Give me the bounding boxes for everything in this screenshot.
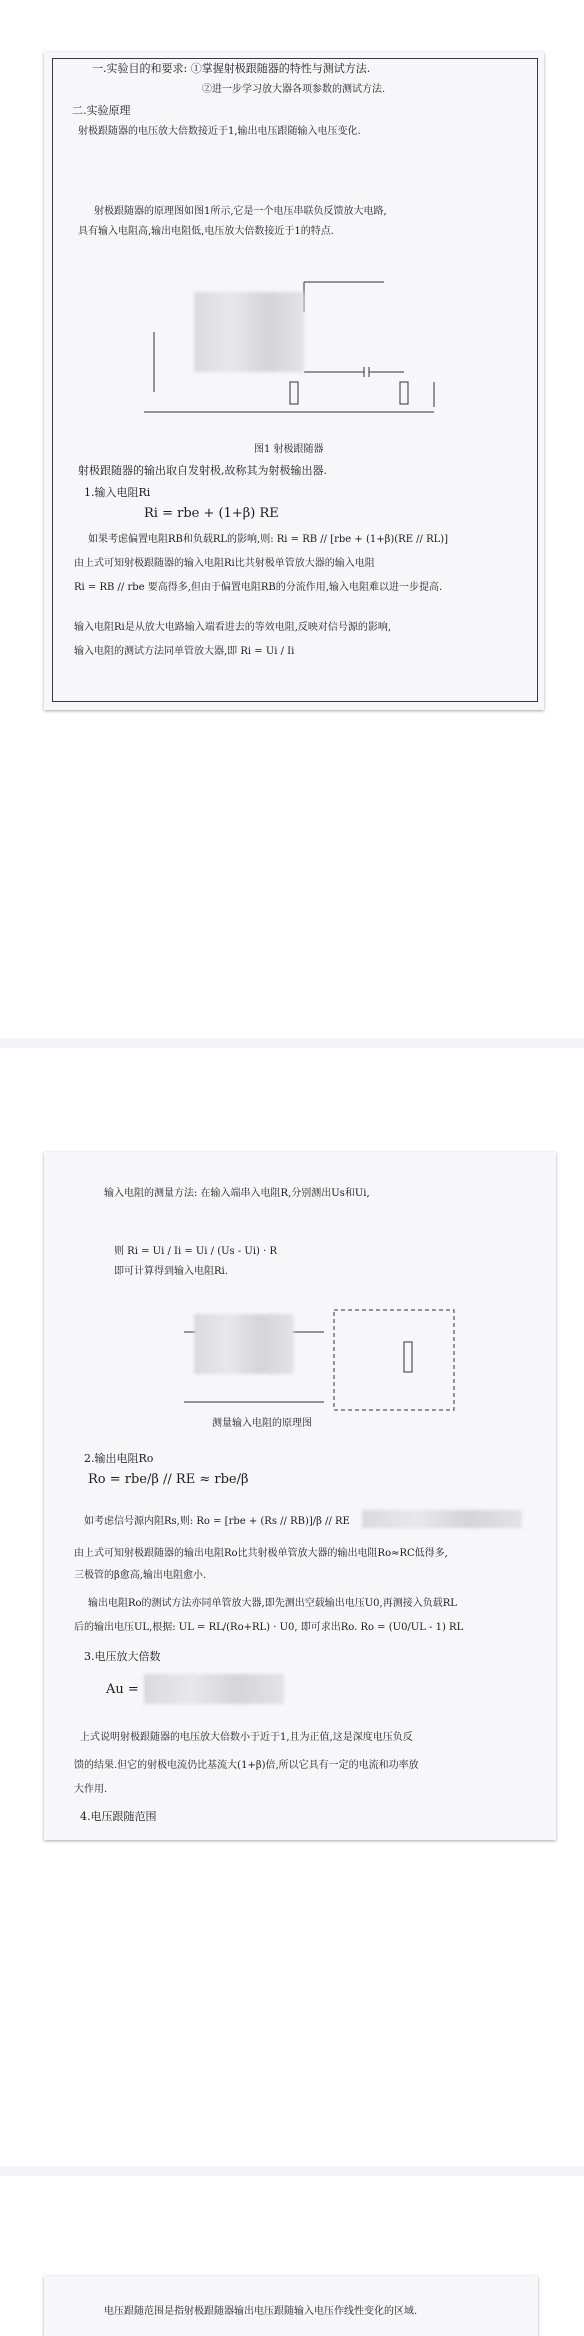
figure-caption: 图1 射极跟随器: [254, 444, 324, 455]
text-line: 射极跟随器的原理图如图1所示,它是一个电压串联负反馈放大电路,: [94, 206, 387, 217]
formula: Au =: [106, 1682, 139, 1697]
page-gap: [0, 1038, 584, 1048]
text-line: 输出电阻Ro的测试方法亦同单管放大器,即先测出空载输出电压U0,再测接入负载RL: [88, 1598, 457, 1609]
text-line: 大作用.: [74, 1784, 108, 1795]
document-page-3: [44, 2276, 538, 2336]
text-line: 射极跟随器的电压放大倍数接近于1,输出电压跟随输入电压变化.: [78, 126, 361, 137]
document-page-1: [44, 52, 544, 710]
text-line: 三极管的β愈高,输出电阻愈小.: [74, 1570, 207, 1581]
text-line: 电压跟随范围是指射极跟随器输出电压跟随输入电压作线性变化的区域.: [104, 2306, 418, 2317]
text-line: 如果考虑偏置电阻RB和负载RL的影响,则: Ri = RB // [rbe + (1+β)(RE // RL)]: [88, 534, 449, 545]
text-line: 输入电阻Ri是从放大电路输入端看进去的等效电阻,反映对信号源的影响,: [74, 622, 392, 633]
text-line: 则 Ri = Ui / Ii = Ui / (Us - Ui) · R: [114, 1246, 278, 1257]
redacted-transistor-region: [194, 292, 304, 372]
text-line: 馈的结果.但它的射极电流仍比基流大(1+β)倍,所以它具有一定的电流和功率放: [74, 1760, 419, 1771]
document-page-2: [44, 1152, 556, 1840]
redacted-formula-region: [362, 1510, 522, 1528]
text-line: Ri = RB // rbe 要高得多,但由于偏置电阻RB的分流作用,输入电阻难以进一步提高.: [74, 582, 443, 593]
text-line: 后的输出电压UL,根据: UL = RL/(Ro+RL) · U0, 即可求出Ro. Ro = (U0/UL - 1) RL: [74, 1622, 464, 1633]
text-line: 上式说明射极跟随器的电压放大倍数小于近于1,且为正值,这是深度电压负反: [80, 1732, 413, 1743]
redacted-source-region: [194, 1314, 294, 1374]
text-line: 由上式可知射极跟随器的输出电阻Ro比共射极单管放大器的输出电阻Ro≈RC低得多,: [74, 1548, 448, 1559]
emitter-follower-circuit: [134, 272, 474, 432]
text-line: ②进一步学习放大器各项参数的测试方法.: [202, 84, 386, 95]
text-line: 如考虑信号源内阻Rs,则: Ro = [rbe + (Rs // RB)]/β // RE: [84, 1516, 350, 1527]
formula: Ri = rbe + (1+β) RE: [144, 506, 279, 521]
text-line: 输入电阻的测量方法: 在输入端串入电阻R,分别测出Us和Ui,: [104, 1188, 370, 1199]
subsection-heading: 2.输出电阻Ro: [84, 1452, 154, 1465]
text-line: 射极跟随器的输出取自发射极,故称其为射极输出器.: [78, 464, 327, 477]
page-gap: [0, 2166, 584, 2176]
text-line: 输入电阻的测试方法同单管放大器,即 Ri = Ui / Ii: [74, 646, 295, 657]
section-heading: 二.实验原理: [72, 104, 131, 117]
formula: Ro = rbe/β // RE ≈ rbe/β: [88, 1472, 249, 1487]
figure-caption: 测量输入电阻的原理图: [212, 1418, 312, 1429]
subsection-heading: 4.电压跟随范围: [80, 1810, 157, 1823]
text-line: 一.实验目的和要求: ①掌握射极跟随器的特性与测试方法.: [92, 62, 371, 75]
text-line: 由上式可知射极跟随器的输入电阻Ri比共射极单管放大器的输入电阻: [74, 558, 375, 569]
subsection-heading: 1.输入电阻Ri: [84, 486, 151, 499]
text-line: 具有输入电阻高,输出电阻低,电压放大倍数接近于1的特点.: [78, 226, 334, 237]
text-line: 即可计算得到输入电阻Ri.: [114, 1266, 228, 1277]
subsection-heading: 3.电压放大倍数: [84, 1650, 161, 1663]
redacted-gain-formula: [144, 1674, 284, 1704]
